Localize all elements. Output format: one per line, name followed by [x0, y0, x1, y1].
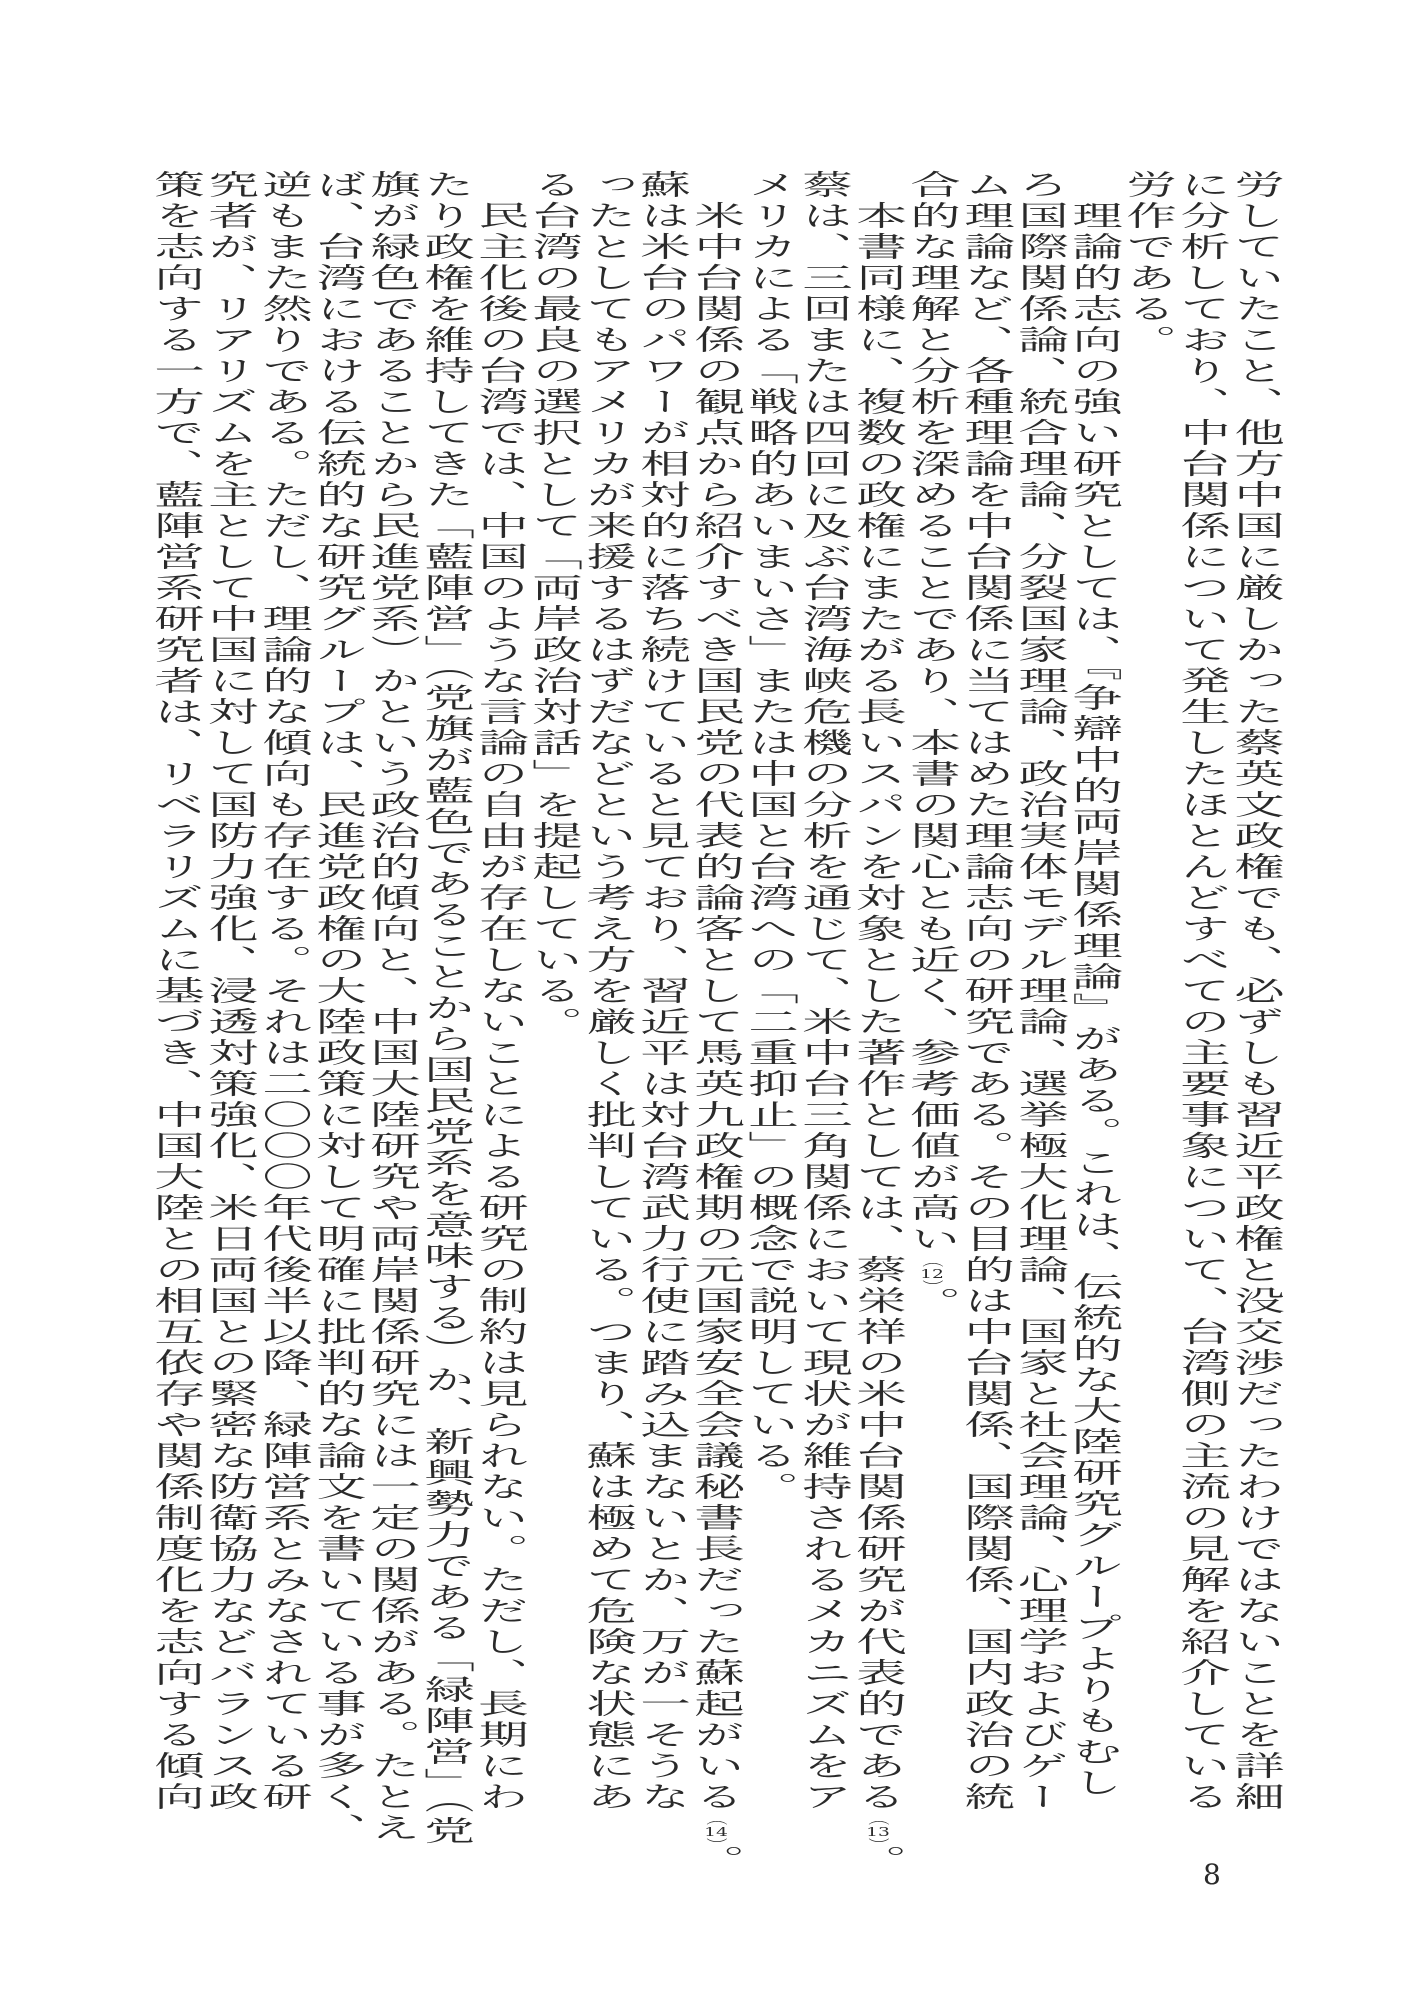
text-run: ば、台湾における伝統的な研究グループは、民進党政権の大陸政策に対して明確に批判的な論文を書いている事が多く、	[309, 170, 369, 1844]
footnote-number: 12	[920, 1268, 944, 1280]
text-column	[957, 170, 1017, 1840]
text-run: 本書同様に、複数の政権にまたがる長いスパンを対象とした著作としては、蔡栄祥の米中台関係研究が代表的である	[849, 170, 909, 1813]
body-text	[147, 170, 1287, 1876]
text-column	[471, 170, 531, 1840]
text-column	[849, 170, 909, 1876]
text-column	[1065, 170, 1125, 1840]
text-run: 究者が、リアリズムを主として中国に対して国防力強化、浸透対策強化、米日両国との緊密な防衛協力などバランス政	[201, 170, 261, 1813]
footnote-number: 14	[704, 1826, 728, 1838]
text-column	[201, 170, 261, 1840]
text-run: 労していたこと、他方中国に厳しかった蔡英文政権でも、必ずしも習近平政権と没交渉だったわけではないことを詳細	[1227, 170, 1287, 1813]
text-run: メリカによる「戦略的あいまいさ」または中国と台湾への「二重抑止」の概念で説明している。	[741, 170, 801, 1503]
page-number: 8	[1203, 1858, 1221, 1891]
footnote-bracket-open-icon: （	[703, 1813, 729, 1826]
text-column	[795, 170, 855, 1840]
text-column	[903, 170, 963, 1840]
text-column	[1173, 170, 1233, 1840]
text-column	[741, 170, 801, 1840]
footnote-ref	[919, 1255, 944, 1287]
text-run: 策を志向する一方で、藍陣営系研究者は、リベラリズムに基づき、中国大陸との相互依存や関係制度化を志向する傾向	[147, 170, 207, 1813]
text-run: る台湾の最良の選択として「両岸政治対話」を提起している。	[525, 170, 585, 1038]
text-run: ム理論など、各種理論を中台関係に当てはめた理論志向の研究である。その目的は中台関係、国際関係、国内政治の統	[957, 170, 1017, 1813]
text-column	[525, 170, 585, 1840]
text-run: 蔡は、三回または四回に及ぶ台湾海峡危機の分析を通じて、米中台三角関係において現状が維持されるメカニズムをア	[795, 170, 855, 1813]
text-run: 逆もまた然りである。ただし、理論的な傾向も存在する。それは二〇〇〇年代後半以降、緑陣営系とみなされている研	[255, 170, 315, 1813]
footnote-bracket-close-icon: ）	[919, 1280, 945, 1287]
text-run: たり政権を維持してきた「藍陣営」（党旗が藍色であることから国民党系を意味する）か、新興勢力である「緑陣営」（党	[417, 170, 477, 1847]
footnote-ref	[865, 1813, 890, 1845]
text-column	[1011, 170, 1071, 1840]
text-run: に分析しており、中台関係について発生したほとんどすべての主要事象について、台湾側の主流の見解を紹介している	[1173, 170, 1233, 1813]
footnote-bracket-open-icon: （	[919, 1255, 945, 1268]
footnote-bracket-open-icon: （	[865, 1813, 891, 1826]
text-run: 蘇は米台のパワーが相対的に落ち続けていると見ており、習近平は対台湾武力行使に踏み込まないとか、万が一そうな	[633, 170, 693, 1813]
text-run: 理論的志向の強い研究としては、『争辯中的両岸関係理論』がある。これは、伝統的な大陸研究グループよりもむし	[1065, 170, 1125, 1799]
footnote-number: 13	[866, 1826, 890, 1838]
text-column	[1119, 170, 1179, 1840]
text-run: ったとしてもアメリカが来援するはずだなどという考え方を厳しく批判している。つまり、蘇は極めて危険な状態にあ	[579, 170, 639, 1813]
footnote-bracket-close-icon: ）	[865, 1838, 891, 1845]
text-run: ろ国際関係論、統合理論、分裂国家理論、政治実体モデル理論、選挙極大化理論、国家と社会理論、心理学およびゲー	[1011, 170, 1071, 1813]
text-column	[309, 170, 369, 1844]
footnote-ref	[703, 1813, 728, 1845]
text-column	[1227, 170, 1287, 1840]
text-run: 旗が緑色であることから民進党系）かという政治的傾向と、中国大陸研究や両岸関係研究には一定の関係がある。たとえ	[363, 170, 423, 1844]
text-run: 米中台関係の観点から紹介すべき国民党の代表的論客として馬英九政権期の元国家安全会議秘書長だった蘇起がいる	[687, 170, 747, 1813]
text-run: 。	[849, 1845, 909, 1876]
text-run: 。	[903, 1287, 963, 1318]
text-run: 労作である。	[1119, 170, 1179, 356]
text-column	[147, 170, 207, 1840]
text-column	[255, 170, 315, 1840]
text-column	[417, 170, 477, 1847]
text-column	[687, 170, 747, 1876]
text-run: 。	[687, 1845, 747, 1876]
text-column	[633, 170, 693, 1840]
text-run: 合的な理解と分析を深めることであり、本書の関心とも近く、参考価値が高い	[903, 170, 963, 1255]
text-column	[363, 170, 423, 1844]
text-run: 民主化後の台湾では、中国のような言論の自由が存在しないことによる研究の制約は見られない。ただし、長期にわ	[471, 170, 531, 1813]
footnote-bracket-close-icon: ）	[703, 1838, 729, 1845]
text-column	[579, 170, 639, 1840]
